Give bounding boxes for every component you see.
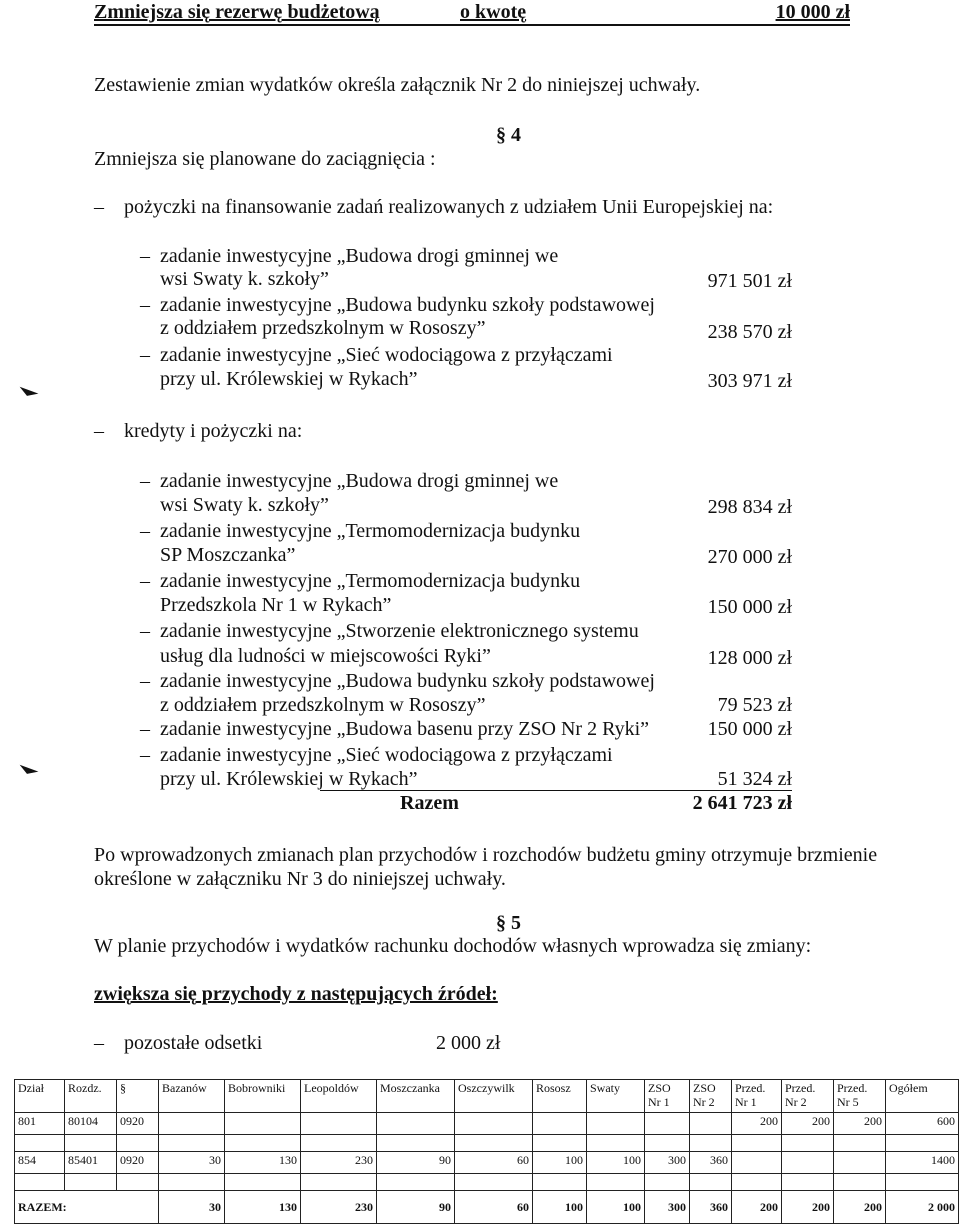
group1-title: pożyczki na finansowanie zadań realizowanych z udziałem Unii Europejskiej na: [124,196,774,218]
col-header-zso2: ZSO Nr 2 [690,1080,732,1113]
item-amount: 270 000 zł [707,546,792,568]
table-cell [377,1113,455,1135]
col-header-rozdz: Rozdz. [65,1080,117,1113]
item-line2: przy ul. Królewskiej w Rykach” [160,768,418,790]
table-cell: 230 [301,1191,377,1224]
item-line1: zadanie inwestycyjne „Budowa budynku szkoły podstawowej [160,294,655,316]
item-line2: z oddziałem przedszkolnym w Rososzy” [160,694,486,716]
item-line1: zadanie inwestycyjne „Termomodernizacja budynku [160,570,581,592]
table-cell [455,1113,533,1135]
table-row [15,1152,959,1174]
group1-dash: – [94,196,104,218]
item-line1: zadanie inwestycyjne „Termomodernizacja budynku [160,520,581,542]
table-cell [225,1113,301,1135]
table-spacer-row [15,1135,959,1152]
item-line1: zadanie inwestycyjne „Budowa drogi gminnej we [160,245,559,267]
col-header-swaty: Swaty [587,1080,645,1113]
item-line2: z oddziałem przedszkolnym w Rososzy” [160,317,486,339]
list-dash: – [140,744,150,766]
header-amount-prefix: o kwotę [460,1,527,23]
table-cell [645,1113,690,1135]
table-cell: 0920 [117,1113,159,1135]
table-cell: 90 [377,1191,455,1224]
item-line1: zadanie inwestycyjne „Budowa basenu przy ZSO Nr 2 Ryki” [160,718,650,740]
table-cell: 230 [301,1152,377,1174]
table-cell: 300 [645,1152,690,1174]
section-4-sign: § 4 [496,124,521,146]
list-dash: – [140,620,150,642]
table-cell [301,1113,377,1135]
table-cell: 200 [782,1113,834,1135]
paragraph-attachment-2: Zestawienie zmian wydatków określa załącznik Nr 2 do niniejszej uchwały. [94,74,701,96]
table-cell: 0920 [117,1152,159,1174]
table-cell: 60 [455,1191,533,1224]
list-dash: – [140,344,150,366]
item-line2: usług dla ludności w miejscowości Ryki” [160,645,491,667]
item-amount: 79 523 zł [717,694,792,716]
col-header-bobrowniki: Bobrowniki [225,1080,301,1113]
table-cell [732,1152,782,1174]
group2-dash: – [94,420,104,442]
table-total-label: RAZEM: [15,1191,159,1224]
total-label: Razem [400,792,459,814]
header-amount: 10 000 zł [775,1,850,23]
section-5-sign: § 5 [496,912,521,934]
table-cell [782,1152,834,1174]
table-cell: 30 [159,1191,225,1224]
table-cell: 200 [732,1191,782,1224]
item-line1: zadanie inwestycyjne „Stworzenie elektronicznego systemu [160,620,639,642]
table-cell [690,1113,732,1135]
table-cell [533,1113,587,1135]
table-row [15,1113,959,1135]
table-cell: 200 [834,1113,886,1135]
col-header-bazanow: Bazanów [159,1080,225,1113]
table-header-row [15,1080,959,1113]
table-cell: 100 [587,1191,645,1224]
item-line2: przy ul. Królewskiej w Rykach” [160,368,418,390]
total-value: 2 641 723 zł [692,792,792,814]
table-cell: 801 [15,1113,65,1135]
paragraph-attachment-3-line2: określone w załączniku Nr 3 do niniejszej uchwały. [94,868,506,890]
table-cell: 60 [455,1152,533,1174]
item-line1: zadanie inwestycyjne „Sieć wodociągowa z przyłączami [160,744,613,766]
item-line1: zadanie inwestycyjne „Budowa budynku szkoły podstawowej [160,670,655,692]
table-cell: 200 [732,1113,782,1135]
income-table [14,1079,959,1224]
table-spacer-row [15,1174,959,1191]
list-dash: – [140,570,150,592]
col-header-przed1: Przed. Nr 1 [732,1080,782,1113]
list-dash: – [140,245,150,267]
total-rule [320,790,792,791]
col-header-rososz: Rososz [533,1080,587,1113]
table-cell: 854 [15,1152,65,1174]
col-header-dzial: Dział [15,1080,65,1113]
item-amount: 298 834 zł [707,496,792,518]
col-header-przed5: Przed. Nr 5 [834,1080,886,1113]
list-dash: – [140,670,150,692]
item-amount: 238 570 zł [707,321,792,343]
table-cell: 600 [886,1113,959,1135]
item-line2: Przedszkola Nr 1 w Rykach” [160,594,392,616]
item-line2: wsi Swaty k. szkoły” [160,494,329,516]
col-header-moszczanka: Moszczanka [377,1080,455,1113]
table-total-row [15,1191,959,1224]
table-cell: 200 [782,1191,834,1224]
table-cell: 85401 [65,1152,117,1174]
list-dash: – [140,294,150,316]
table-cell [159,1113,225,1135]
table-cell: 200 [834,1191,886,1224]
table-cell: 360 [690,1152,732,1174]
item-amount: 128 000 zł [707,647,792,669]
header-underline [94,24,850,26]
table-cell [587,1113,645,1135]
item-amount: 303 971 zł [707,370,792,392]
table-cell: 100 [533,1152,587,1174]
col-header-oszczywilk: Oszczywilk [455,1080,533,1113]
interest-label: pozostałe odsetki [124,1032,263,1054]
margin-mark [18,387,39,399]
table-cell: 90 [377,1152,455,1174]
table-cell: 130 [225,1191,301,1224]
section-4-intro: Zmniejsza się planowane do zaciągnięcia : [94,148,436,170]
item-line2: SP Moszczanka” [160,544,296,566]
list-dash: – [140,470,150,492]
table-cell: 80104 [65,1113,117,1135]
table-cell: 30 [159,1152,225,1174]
col-header-paragraph: § [117,1080,159,1113]
item-line1: zadanie inwestycyjne „Budowa drogi gminnej we [160,470,559,492]
item-amount: 51 324 zł [717,768,792,790]
col-header-przed2: Przed. Nr 2 [782,1080,834,1113]
paragraph-attachment-3-line1: Po wprowadzonych zmianach plan przychodów i rozchodów budżetu gminy otrzymuje brzmienie [94,844,878,866]
item-amount: 971 501 zł [707,270,792,292]
table-cell: 130 [225,1152,301,1174]
col-header-zso1: ZSO Nr 1 [645,1080,690,1113]
item-line1: zadanie inwestycyjne „Sieć wodociągowa z przyłączami [160,344,613,366]
table-cell: 100 [533,1191,587,1224]
table-cell [834,1152,886,1174]
margin-mark [18,765,39,777]
header-reserve-label: Zmniejsza się rezerwę budżetową [94,1,380,23]
col-header-leopoldow: Leopoldów [301,1080,377,1113]
interest-amount: 2 000 zł [436,1032,501,1054]
section-5-heading: zwiększa się przychody z następujących źródeł: [94,983,498,1005]
table-cell: 2 000 [886,1191,959,1224]
interest-dash: – [94,1032,104,1054]
list-dash: – [140,520,150,542]
item-amount: 150 000 zł [707,596,792,618]
table-cell: 100 [587,1152,645,1174]
section-5-intro: W planie przychodów i wydatków rachunku dochodów własnych wprowadza się zmiany: [94,935,812,957]
item-amount: 150 000 zł [707,718,792,740]
list-dash: – [140,718,150,740]
table-cell: 1400 [886,1152,959,1174]
table-cell: 300 [645,1191,690,1224]
item-line2: wsi Swaty k. szkoły” [160,268,329,290]
table-cell: 360 [690,1191,732,1224]
col-header-ogolem: Ogółem [886,1080,959,1113]
group2-title: kredyty i pożyczki na: [124,420,303,442]
